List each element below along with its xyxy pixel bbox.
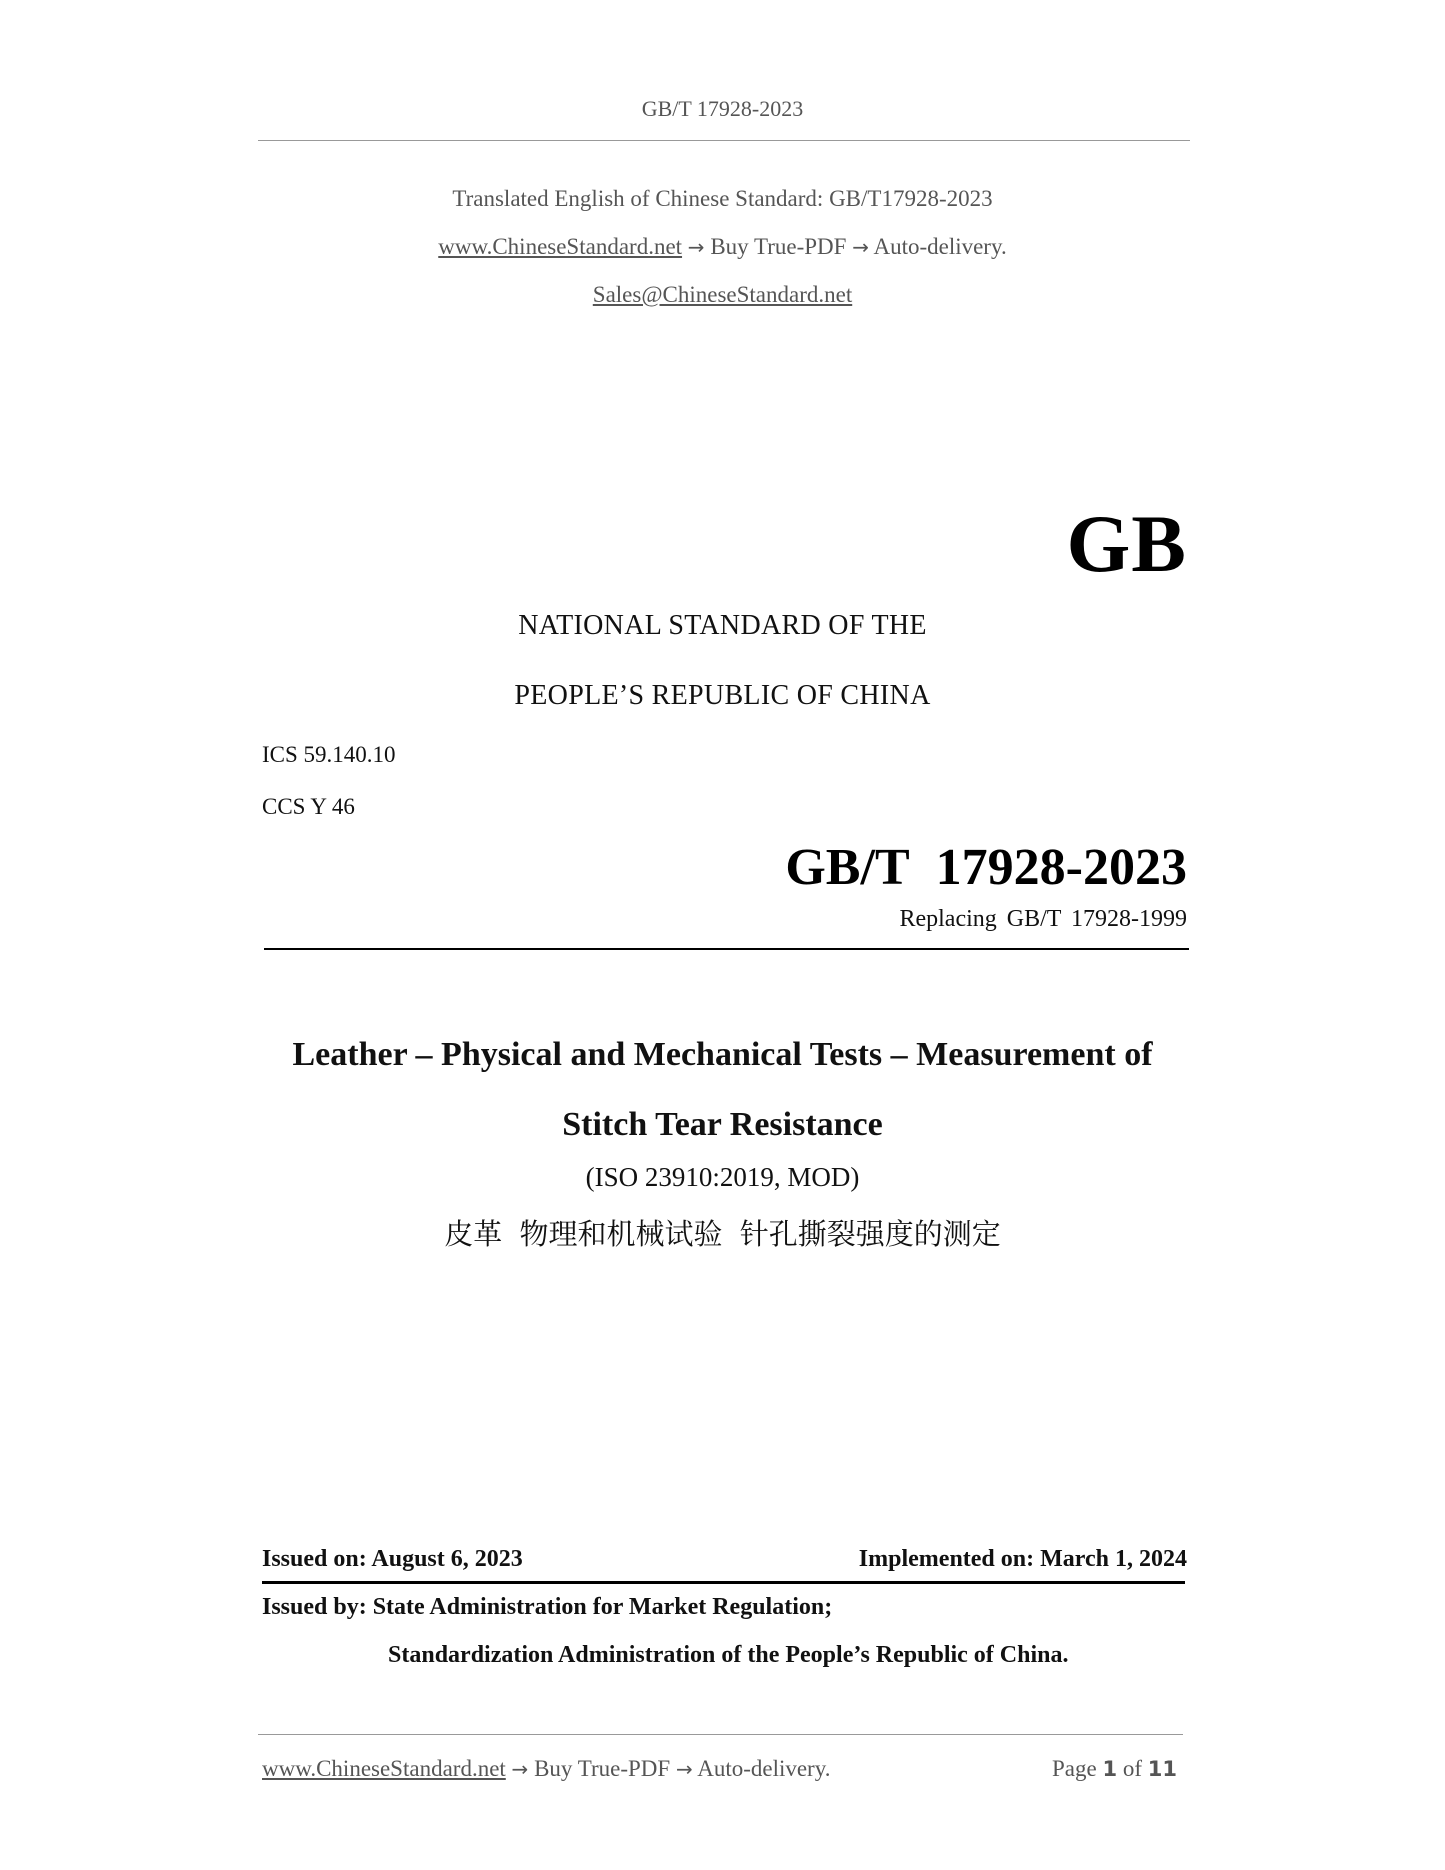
national-standard-line2: PEOPLE’S REPUBLIC OF CHINA bbox=[514, 680, 931, 711]
page-indicator bbox=[1052, 1756, 1177, 1782]
standard-number-divider bbox=[264, 948, 1189, 950]
replacing-note: Replacing GB/T 17928-1999 bbox=[899, 906, 1187, 932]
arrow-right-icon: → bbox=[675, 1757, 693, 1781]
gb-logo: GB bbox=[1066, 498, 1187, 589]
document-title-line1: Leather – Physical and Mechanical Tests – Measurement of bbox=[292, 1036, 1153, 1073]
arrow-right-icon: → bbox=[687, 235, 705, 259]
arrow-right-icon: → bbox=[511, 1757, 529, 1781]
of-label: of bbox=[1122, 1756, 1143, 1781]
document-title-line2: Stitch Tear Resistance bbox=[562, 1106, 883, 1143]
buy-true-pdf-text: Buy True-PDF bbox=[710, 234, 847, 259]
implemented-on-date: Implemented on: March 1, 2024 bbox=[858, 1546, 1187, 1572]
sales-email-link[interactable]: Sales@ChineseStandard.net bbox=[592, 282, 853, 307]
header-divider bbox=[258, 140, 1190, 141]
sales-email-line bbox=[0, 282, 1445, 308]
translation-notice: Translated English of Chinese Standard: GB/T17928-2023 bbox=[452, 186, 993, 211]
footer-divider bbox=[258, 1734, 1183, 1735]
page-total: 11 bbox=[1147, 1757, 1177, 1781]
ccs-code: CCS Y 46 bbox=[262, 794, 355, 819]
footer-purchase-line bbox=[262, 1756, 830, 1782]
page-label: Page bbox=[1052, 1756, 1097, 1781]
footer-buy-text: Buy True-PDF bbox=[534, 1756, 671, 1781]
site-link[interactable]: www.ChineseStandard.net bbox=[438, 234, 683, 259]
running-header: GB/T 17928-2023 bbox=[641, 96, 804, 121]
footer-site-link[interactable]: www.ChineseStandard.net bbox=[262, 1756, 506, 1781]
issued-on-date: Issued on: August 6, 2023 bbox=[262, 1546, 523, 1572]
ics-code: ICS 59.140.10 bbox=[262, 742, 396, 767]
chinese-title: 皮革 物理和机械试验 针孔撕裂强度的测定 bbox=[444, 1217, 1001, 1251]
standard-number: GB/T 17928-2023 bbox=[785, 839, 1187, 896]
national-standard-line1: NATIONAL STANDARD OF THE bbox=[518, 610, 927, 641]
dates-divider bbox=[262, 1581, 1185, 1584]
arrow-right-icon: → bbox=[852, 235, 869, 259]
iso-reference: (ISO 23910:2019, MOD) bbox=[585, 1162, 860, 1192]
issuer-line1: Issued by: State Administration for Market Regulation; bbox=[262, 1594, 833, 1620]
page-current: 1 bbox=[1102, 1757, 1118, 1781]
auto-delivery-text: Auto-delivery. bbox=[873, 234, 1007, 259]
purchase-line bbox=[0, 234, 1445, 260]
issuer-line2: Standardization Administration of the People’s Republic of China. bbox=[388, 1642, 1069, 1668]
footer-auto-delivery-text: Auto-delivery. bbox=[697, 1756, 831, 1781]
